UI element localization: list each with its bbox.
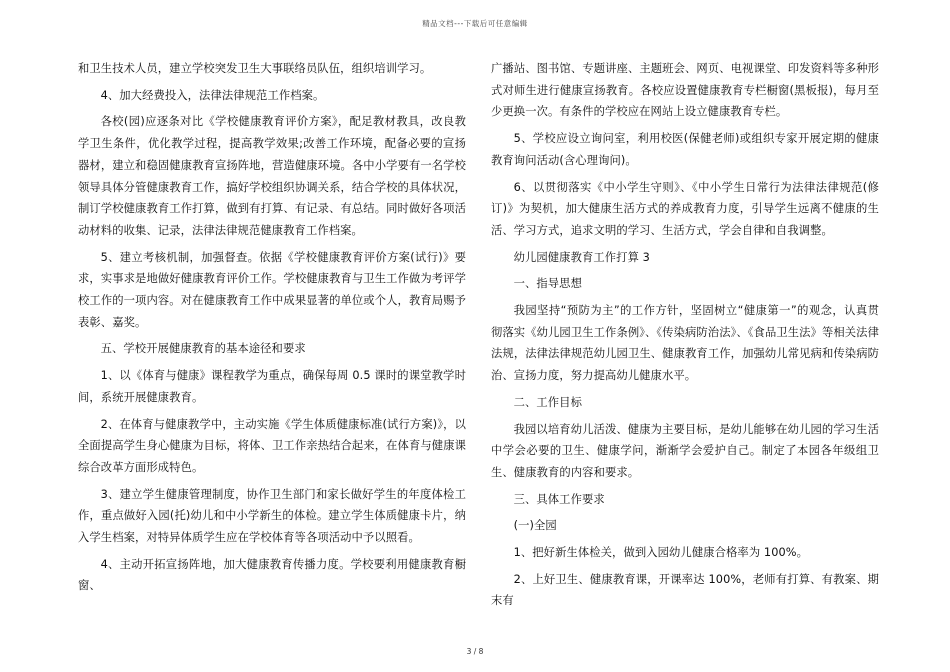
paragraph: 各校(园)应逐条对比《学校健康教育评价方案》，配足教材教具，改良教学卫生条件，优化教学过程，提高教学效果;改善工作环境，配备必要的宣扬器材，建立和稳固健康教育宣扬阵地，营造健康环境。各中小学要有一名学校领导具体分管健康教育工作，搞好学校组织协调关系，结合学校的具体状况，制订学校健康教育工作打算，做到有打算、有记录、有总结。同时做好各项活动材料的收集、记录，法律法律规范健康教育工作档案。	[78, 115, 466, 237]
paragraph: 我园以培育幼儿活泼、健康为主要目标，是幼儿能够在幼儿园的学习生活中学会必要的卫生、健康学问，渐渐学会爱护自己。制定了本园各年级组卫生、健康教育的内容和要求。	[491, 422, 879, 479]
left-column	[78, 58, 466, 602]
right-column	[491, 58, 879, 617]
section-heading: 二、工作目标	[513, 395, 582, 409]
paragraph: 我园坚持“预防为主”的工作方针，坚固树立“健康第一”的观念，认真贯彻落实《幼儿园卫生工作条例》、《传染病防治法》、《食品卫生法》等相关法律法规，法律法律规范幼儿园卫生、健康教育工作，加强幼儿常见病和传染病防治、宣扬力度，努力提高幼儿健康水平。	[491, 304, 879, 383]
paragraph: 广播站、图书馆、专题讲座、主题班会、网页、电视课堂、印发资料等多种形式对师生进行健康宣扬教育。各校应设置健康教育专栏橱窗(黑板报)，每月至少更换一次。有条件的学校应在网站上设立健康教育专栏。	[491, 62, 879, 119]
paragraph: 4、加大经费投入，法律法律规范工作档案。	[100, 88, 325, 102]
document-title: 幼儿园健康教育工作打算 3	[513, 250, 650, 264]
paragraph: 4、主动开拓宣扬阵地，加大健康教育传播力度。学校要利用健康教育橱窗、	[78, 557, 466, 593]
paragraph: 5、建立考核机制，加强督查。依据《学校健康教育评价方案(试行)》要求，实事求是地做好健康教育评价工作。学校健康教育与卫生工作做为考评学校工作的一项内容。对在健康教育工作中成果显著的单位或个人，教育局赐予表彰、嘉奖。	[78, 250, 466, 329]
paragraph: 5、学校应设立询问室，利用校医(保健老师)或组织专家开展定期的健康教育询问活动(含心理询问)。	[491, 132, 879, 167]
paragraph: 1、把好新生体检关，做到入园幼儿健康合格率为 100%。	[513, 546, 809, 560]
paragraph: 2、在体育与健康教学中，主动实施《学生体质健康标准(试行方案)》，以全面提高学生身心健康为目标，将体、卫工作亲热结合起来，在体育与健康课综合改革方面形成特色。	[78, 417, 466, 474]
paragraph: 3、建立学生健康管理制度，协作卫生部门和家长做好学生的年度体检工作，重点做好入园(托)幼儿和中小学新生的体检。建立学生体质健康卡片，纳入学生档案，对特异体质学生应在学校体育等各项活动中予以照看。	[78, 487, 466, 545]
page-header: 精品文档---下载后可任意编辑	[422, 19, 528, 28]
section-heading: 一、指导思想	[513, 277, 582, 291]
paragraph: 6、以贯彻落实《中小学生守则》、《中小学生日常行为法律法律规范(修订)》为契机，加大健康生活方式的养成教育力度，引导学生远离不健康的生活、学习方式，追求文明的学习、生活方式，学会自律和自我调整。	[491, 180, 879, 237]
page-number: 3 / 8	[466, 647, 484, 656]
section-heading: 三、具体工作要求	[513, 492, 605, 506]
paragraph: 和卫生技术人员，建立学校突发卫生大事联络员队伍，组织培训学习。	[78, 62, 432, 75]
section-heading: 五、学校开展健康教育的基本途径和要求	[100, 342, 306, 356]
paragraph: 2、上好卫生、健康教育课，开课率达 100%，老师有打算、有教案、期末有	[491, 572, 879, 608]
paragraph: 1、以《体育与健康》课程教学为重点，确保每周 0.5 课时的课堂教学时间，系统开展健康教育。	[78, 369, 466, 404]
subsection-heading: (一)全园	[513, 519, 557, 533]
